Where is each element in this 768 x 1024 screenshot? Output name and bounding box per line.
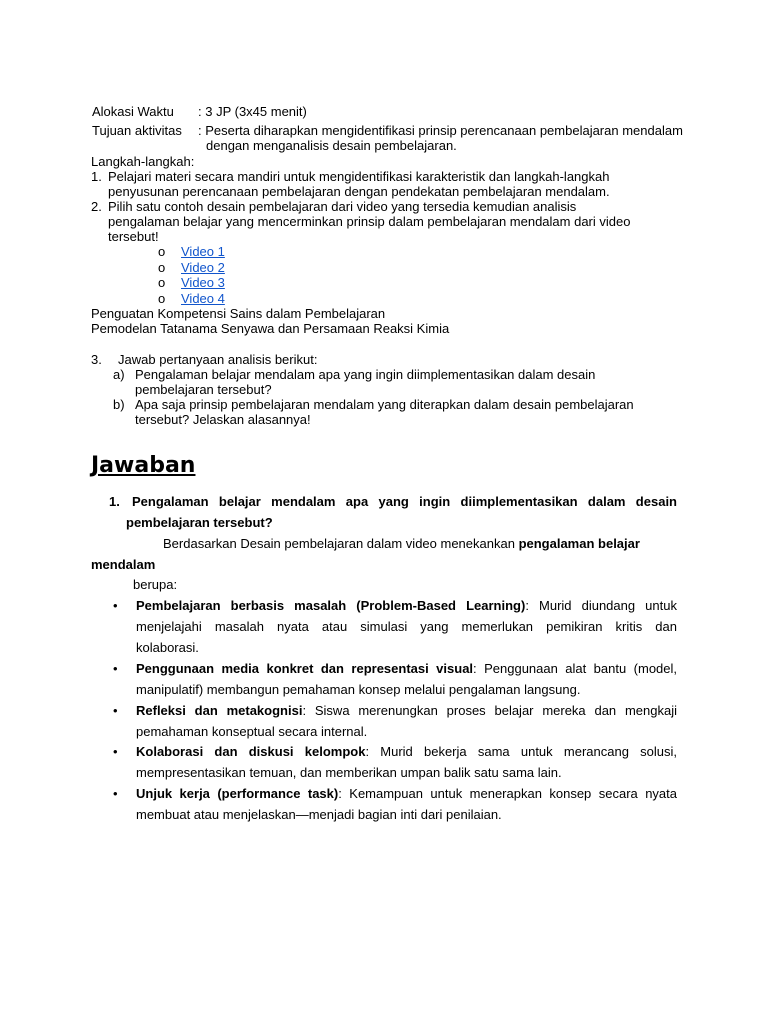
video-4-link[interactable]: Video 4 (181, 291, 225, 306)
question-a-line2: pembelajaran tersebut? (135, 382, 272, 397)
video-2-link[interactable]: Video 2 (181, 260, 225, 275)
question-a-number: a) (113, 367, 125, 382)
question-b-line2: tersebut? Jelaskan alasannya! (135, 412, 311, 427)
answer-intro-line1 (163, 533, 640, 554)
extra-line1: Penguatan Kompetensi Sains dalam Pembelajaran (91, 306, 386, 321)
answer-heading: Jawaban (91, 453, 196, 478)
bullet-dot: • (113, 598, 118, 613)
answer-intro-line2: berupa: (133, 577, 178, 592)
answer-q1-number: 1. (109, 494, 120, 509)
list-bullet: o (158, 275, 166, 290)
answer-item-4-line1 (136, 741, 677, 762)
answer-intro-bold-2: mendalam (91, 557, 156, 572)
answer-item-3-line1 (136, 700, 677, 721)
answer-item-1-text: : Murid diundang untuk (525, 598, 677, 613)
bullet-dot: • (113, 661, 118, 676)
answer-intro-bold: pengalaman belajar (518, 536, 640, 551)
answer-item-1-line3: kolaborasi. (136, 640, 199, 655)
step3-text: Jawab pertanyaan analisis berikut: (118, 352, 318, 367)
answer-item-2-text: : Penggunaan alat bantu (model, (473, 661, 678, 676)
question-a-line1: Pengalaman belajar mendalam apa yang ingin diimplementasikan dalam desain (135, 367, 596, 382)
answer-item-4-line2: mempresentasikan temuan, dan memberikan umpan balik satu sama lain. (136, 765, 562, 780)
answer-item-1-line1 (136, 595, 677, 616)
tujuan-label: Tujuan aktivitas (92, 123, 182, 138)
step2-line2: pengalaman belajar yang mencerminkan prinsip dalam pembelajaran mendalam dari video (108, 214, 631, 229)
step2-line3: tersebut! (108, 229, 159, 244)
bullet-dot: • (113, 703, 118, 718)
answer-q1-line1: Pengalaman belajar mendalam apa yang ingin diimplementasikan dalam desain (132, 494, 677, 509)
answer-item-1-title: Pembelajaran berbasis masalah (Problem-Based Learning) (136, 598, 526, 613)
answer-item-2-line1 (136, 658, 677, 679)
video-3-link[interactable]: Video 3 (181, 275, 225, 290)
answer-item-3-text: : Siswa merenungkan proses belajar mereka dan mengkaji (302, 703, 677, 718)
step2-line1: Pilih satu contoh desain pembelajaran dari video yang tersedia kemudian analisis (108, 199, 577, 214)
extra-line2: Pemodelan Tatanama Senyawa dan Persamaan Reaksi Kimia (91, 321, 450, 336)
answer-item-4-text: : Murid bekerja sama untuk merancang solusi, (365, 744, 677, 759)
step2-number: 2. (91, 199, 102, 214)
step1-number: 1. (91, 169, 102, 184)
answer-item-3-line2: pemahaman konseptual secara internal. (136, 724, 368, 739)
answer-item-2-title: Penggunaan media konkret dan representasi visual (136, 661, 474, 676)
answer-intro-text: Berdasarkan Desain pembelajaran dalam video menekankan (163, 536, 515, 551)
answer-item-5-line2: membuat atau menjelaskan—menjadi bagian inti dari penilaian. (136, 807, 502, 822)
answer-item-4-title: Kolaborasi dan diskusi kelompok (136, 744, 366, 759)
answer-q1-line2: pembelajaran tersebut? (126, 515, 273, 530)
list-bullet: o (158, 244, 166, 259)
question-b-number: b) (113, 397, 125, 412)
list-bullet: o (158, 291, 166, 306)
answer-item-2-line2: manipulatif) membangun pemahaman konsep melalui pengalaman langsung. (136, 682, 581, 697)
step3-number: 3. (91, 352, 102, 367)
alokasi-value: : 3 JP (3x45 menit) (198, 104, 307, 119)
question-b-line1: Apa saja prinsip pembelajaran mendalam yang diterapkan dalam desain pembelajaran (135, 397, 634, 412)
answer-item-5-line1 (136, 783, 677, 804)
answer-item-3-title: Refleksi dan metakognisi (136, 703, 303, 718)
step1-line2: penyusunan perencanaan pembelajaran dengan pendekatan pembelajaran mendalam. (108, 184, 610, 199)
bullet-dot: • (113, 744, 118, 759)
video-1-link[interactable]: Video 1 (181, 244, 225, 259)
list-bullet: o (158, 260, 166, 275)
tujuan-value-line2: dengan menganalisis desain pembelajaran. (206, 138, 457, 153)
answer-item-1-line2: menjelajahi masalah nyata atau simulasi yang memerlukan pemikiran kritis dan (136, 619, 677, 634)
steps-title: Langkah-langkah: (91, 154, 195, 169)
answer-item-5-title: Unjuk kerja (performance task) (136, 786, 339, 801)
tujuan-value-line1: : Peserta diharapkan mengidentifikasi prinsip perencanaan pembelajaran mendalam (198, 123, 683, 138)
step1-line1: Pelajari materi secara mandiri untuk mengidentifikasi karakteristik dan langkah-langkah (108, 169, 610, 184)
alokasi-label: Alokasi Waktu (92, 104, 174, 119)
bullet-dot: • (113, 786, 118, 801)
answer-item-5-text: : Kemampuan untuk menerapkan konsep secara nyata (338, 786, 677, 801)
